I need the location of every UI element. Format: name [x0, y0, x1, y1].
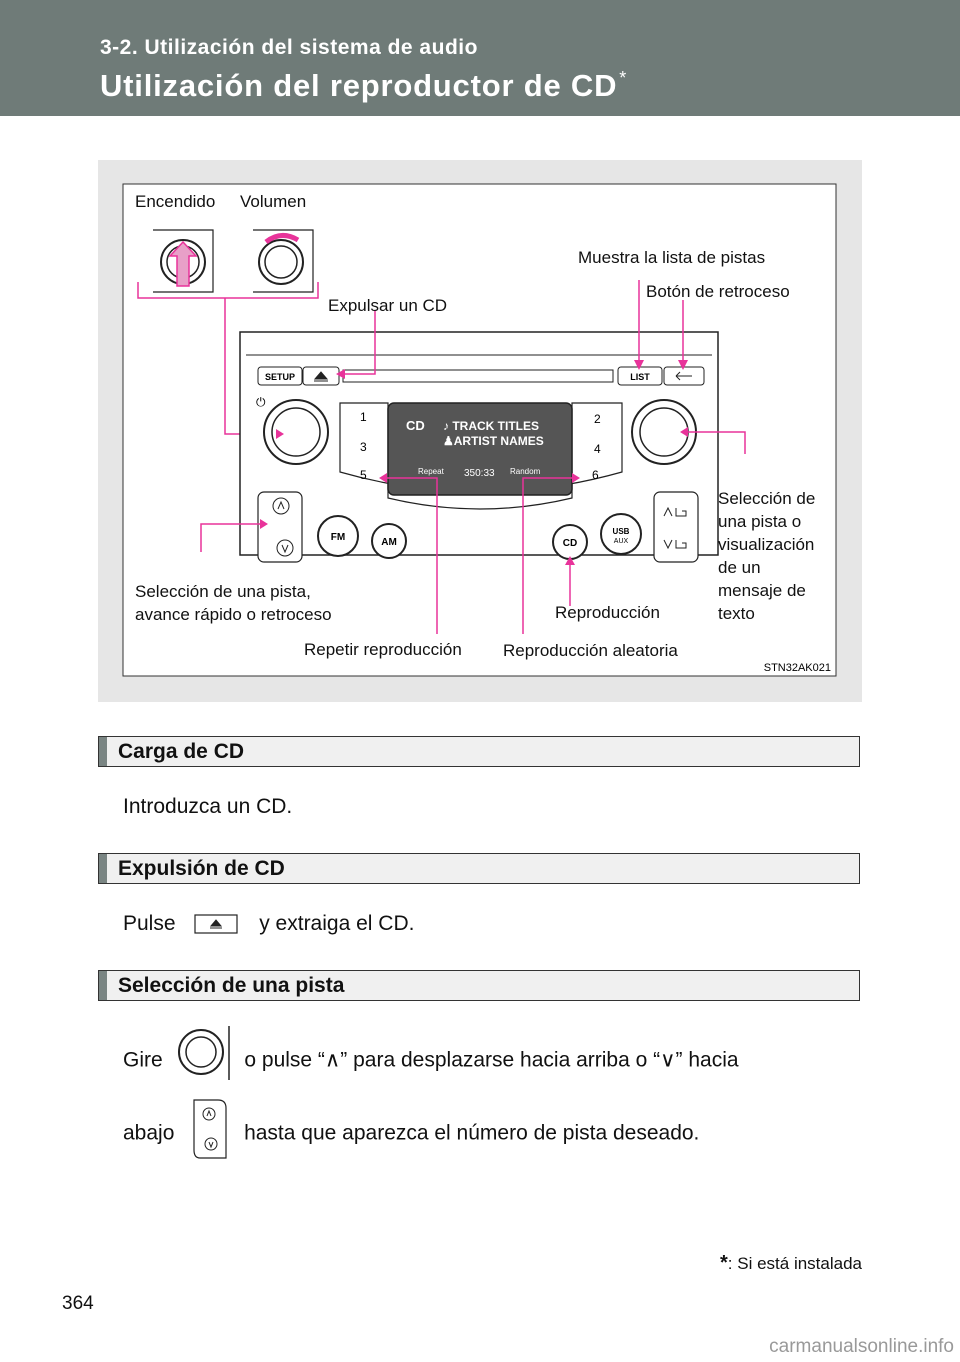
preset-6: 6 [592, 468, 599, 482]
am-button-label: AM [381, 537, 397, 548]
subsection-bar [99, 854, 107, 883]
display-repeat: Repeat [418, 467, 444, 476]
preset-2: 2 [594, 412, 601, 426]
subsection-title: Carga de CD [118, 740, 245, 763]
paragraph-eject [123, 912, 414, 936]
eject-text-before: Pulse [123, 912, 176, 935]
page-title-text: Utilización del reproductor de CD [100, 68, 618, 103]
preset-4: 4 [594, 442, 601, 456]
label-text-sel-4: de un [718, 558, 761, 577]
display-cd: CD [406, 418, 425, 433]
svg-text:⏻: ⏻ [256, 395, 266, 409]
cd-button-label: CD [562, 538, 578, 549]
label-text-sel-2: una pista o [718, 512, 802, 531]
label-text-sel-6: texto [718, 604, 755, 623]
label-text-sel-5: mensaje de [718, 581, 806, 600]
label-track-list: Muestra la lista de pistas [578, 248, 766, 267]
label-power: Encendido [135, 192, 216, 211]
label-repeat: Repetir reproducción [304, 640, 462, 659]
label-volume: Volumen [240, 192, 307, 211]
page-number: 364 [62, 1293, 94, 1314]
label-track-sel-2: avance rápido o retroceso [135, 605, 332, 624]
subsection-eject-cd [98, 853, 860, 884]
track-text-2a: abajo [123, 1121, 175, 1145]
up-symbol: ∧ [324, 1048, 341, 1072]
preset-1: 1 [360, 410, 367, 424]
page-title [100, 68, 627, 104]
aux-button-label: AUX [613, 538, 629, 545]
subsection-bar [99, 737, 107, 766]
list-button-label: LIST [630, 372, 650, 382]
title-asterisk: * [619, 68, 628, 88]
subsection-title: Selección de una pista [118, 974, 345, 997]
subsection-bar [99, 971, 107, 1000]
label-text-sel-1: Selección de [718, 489, 816, 508]
audio-panel [240, 332, 718, 562]
label-play: Reproducción [555, 603, 660, 622]
figure-code: STN32AK021 [763, 662, 831, 674]
label-eject: Expulsar un CD [328, 296, 448, 315]
footnote-mark: * [720, 1252, 728, 1274]
up-down-button-icon [190, 1098, 230, 1160]
track-text-2b: hasta que aparezca el número de pista deseado. [244, 1121, 700, 1145]
cd-player-diagram [98, 160, 862, 702]
knob-icon [173, 1026, 233, 1082]
setup-button-label: SETUP [264, 372, 296, 382]
down-symbol: ∨ [660, 1048, 676, 1072]
track-text-1a: Gire [123, 1048, 163, 1072]
eject-icon [193, 912, 241, 936]
footnote-text: : Si está instalada [727, 1254, 862, 1273]
display-random: Random [510, 467, 541, 476]
paragraph-track-line1 [123, 1040, 858, 1082]
paragraph-track-line2 [123, 1108, 699, 1160]
label-text-sel-3: visualización [718, 535, 815, 554]
preset-3: 3 [360, 440, 367, 454]
eject-text-after: y extraiga el CD. [259, 912, 415, 935]
label-track-sel-1: Selección de una pista, [135, 582, 311, 601]
label-back-button: Botón de retroceso [646, 282, 790, 301]
display-track-titles: ♪ TRACK TITLES [443, 419, 539, 433]
track-text-1b: o pulse “ [244, 1048, 325, 1072]
display-screen [388, 403, 572, 495]
track-text-1d: ” hacia [675, 1048, 739, 1072]
section-label: 3-2. Utilización del sistema de audio [100, 36, 478, 59]
paragraph-load: Introduzca un CD. [123, 795, 293, 818]
preset-5: 5 [360, 468, 367, 482]
usb-button-label: USB [612, 527, 630, 536]
subsection-title: Expulsión de CD [118, 857, 285, 880]
display-artist-names: ♟ARTIST NAMES [443, 434, 544, 448]
track-text-1c: ” para desplazarse hacia arriba o “ [340, 1048, 661, 1072]
watermark: carmanualsonline.info [769, 1336, 954, 1357]
page-header [0, 0, 960, 116]
label-random: Reproducción aleatoria [503, 641, 678, 660]
footnote [720, 1252, 862, 1275]
fm-button-label: FM [330, 532, 346, 543]
display-time: 350:33 [464, 468, 495, 479]
diagram-svg [98, 160, 862, 702]
subsection-track-select [98, 970, 860, 1001]
subsection-load-cd [98, 736, 860, 767]
